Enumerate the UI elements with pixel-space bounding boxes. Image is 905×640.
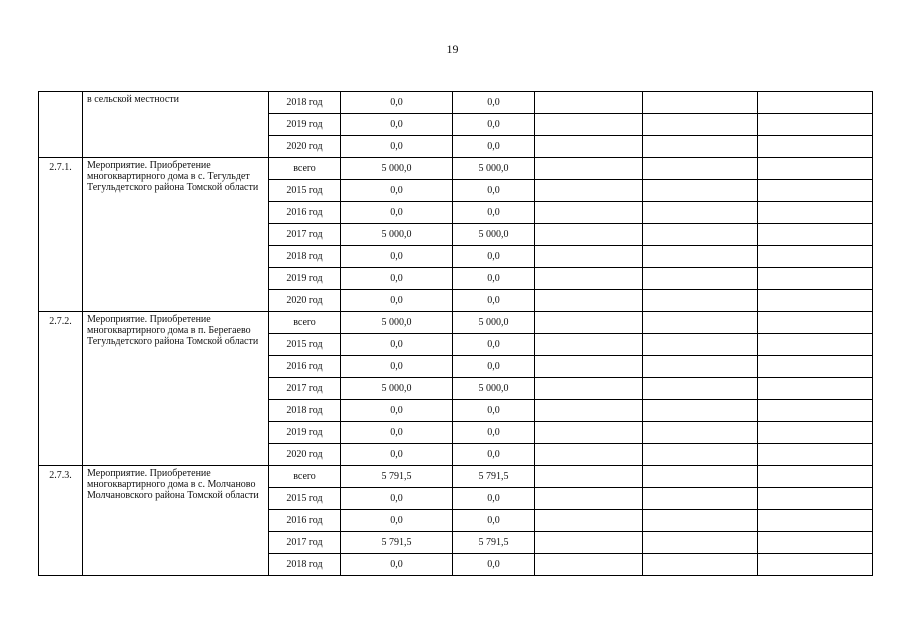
empty-cell bbox=[643, 510, 758, 532]
empty-cell bbox=[535, 312, 643, 334]
empty-cell bbox=[643, 114, 758, 136]
budget-value-cell: 0,0 bbox=[453, 510, 535, 532]
empty-cell bbox=[643, 378, 758, 400]
item-description: Мероприятие. Приобретение многоквартирного дома в с. Молчаново Молчановского района Томской области bbox=[83, 466, 269, 576]
empty-cell bbox=[535, 136, 643, 158]
empty-cell bbox=[758, 180, 873, 202]
empty-cell bbox=[643, 422, 758, 444]
total-value-cell: 5 000,0 bbox=[341, 378, 453, 400]
item-number: 2.7.3. bbox=[39, 466, 83, 576]
total-value-cell: 0,0 bbox=[341, 400, 453, 422]
empty-cell bbox=[643, 202, 758, 224]
total-value-cell: 0,0 bbox=[341, 202, 453, 224]
table-row bbox=[39, 312, 873, 334]
year-cell: 2019 год bbox=[269, 268, 341, 290]
budget-value-cell: 0,0 bbox=[453, 444, 535, 466]
item-description: Мероприятие. Приобретение многоквартирного дома в п. Берегаево Тегульдетского района Томской области bbox=[83, 312, 269, 466]
empty-cell bbox=[535, 290, 643, 312]
budget-value-cell: 0,0 bbox=[453, 290, 535, 312]
empty-cell bbox=[758, 312, 873, 334]
empty-cell bbox=[535, 158, 643, 180]
budget-value-cell: 0,0 bbox=[453, 136, 535, 158]
total-value-cell: 5 000,0 bbox=[341, 224, 453, 246]
empty-cell bbox=[758, 400, 873, 422]
total-value-cell: 0,0 bbox=[341, 554, 453, 576]
empty-cell bbox=[758, 444, 873, 466]
total-value-cell: 0,0 bbox=[341, 114, 453, 136]
empty-cell bbox=[758, 92, 873, 114]
empty-cell bbox=[758, 224, 873, 246]
year-cell: 2019 год bbox=[269, 422, 341, 444]
year-cell: 2018 год bbox=[269, 246, 341, 268]
budget-value-cell: 0,0 bbox=[453, 114, 535, 136]
empty-cell bbox=[535, 488, 643, 510]
empty-cell bbox=[643, 334, 758, 356]
total-value-cell: 5 791,5 bbox=[341, 532, 453, 554]
empty-cell bbox=[643, 180, 758, 202]
year-cell: 2020 год bbox=[269, 444, 341, 466]
budget-value-cell: 0,0 bbox=[453, 422, 535, 444]
budget-value-cell: 0,0 bbox=[453, 334, 535, 356]
empty-cell bbox=[758, 378, 873, 400]
total-value-cell: 0,0 bbox=[341, 356, 453, 378]
empty-cell bbox=[643, 356, 758, 378]
total-value-cell: 5 000,0 bbox=[341, 312, 453, 334]
budget-value-cell: 5 000,0 bbox=[453, 378, 535, 400]
empty-cell bbox=[535, 224, 643, 246]
empty-cell bbox=[535, 444, 643, 466]
empty-cell bbox=[643, 224, 758, 246]
total-value-cell: 0,0 bbox=[341, 92, 453, 114]
budget-value-cell: 0,0 bbox=[453, 356, 535, 378]
year-cell: 2017 год bbox=[269, 532, 341, 554]
empty-cell bbox=[535, 268, 643, 290]
table-row bbox=[39, 92, 873, 114]
year-cell: всего bbox=[269, 158, 341, 180]
year-cell: 2015 год bbox=[269, 180, 341, 202]
empty-cell bbox=[643, 136, 758, 158]
empty-cell bbox=[535, 510, 643, 532]
empty-cell bbox=[643, 312, 758, 334]
empty-cell bbox=[535, 246, 643, 268]
empty-cell bbox=[643, 290, 758, 312]
total-value-cell: 0,0 bbox=[341, 136, 453, 158]
item-number: 2.7.2. bbox=[39, 312, 83, 466]
empty-cell bbox=[535, 180, 643, 202]
item-number: 2.7.1. bbox=[39, 158, 83, 312]
empty-cell bbox=[758, 290, 873, 312]
empty-cell bbox=[535, 400, 643, 422]
empty-cell bbox=[758, 554, 873, 576]
year-cell: всего bbox=[269, 466, 341, 488]
empty-cell bbox=[758, 246, 873, 268]
empty-cell bbox=[643, 158, 758, 180]
empty-cell bbox=[643, 554, 758, 576]
empty-cell bbox=[643, 532, 758, 554]
total-value-cell: 5 000,0 bbox=[341, 158, 453, 180]
empty-cell bbox=[535, 554, 643, 576]
budget-value-cell: 0,0 bbox=[453, 400, 535, 422]
budget-value-cell: 0,0 bbox=[453, 488, 535, 510]
budget-value-cell: 5 791,5 bbox=[453, 466, 535, 488]
empty-cell bbox=[535, 466, 643, 488]
budget-value-cell: 5 000,0 bbox=[453, 312, 535, 334]
empty-cell bbox=[535, 422, 643, 444]
empty-cell bbox=[535, 378, 643, 400]
year-cell: 2018 год bbox=[269, 92, 341, 114]
empty-cell bbox=[643, 400, 758, 422]
total-value-cell: 0,0 bbox=[341, 290, 453, 312]
empty-cell bbox=[758, 114, 873, 136]
total-value-cell: 0,0 bbox=[341, 334, 453, 356]
year-cell: 2018 год bbox=[269, 554, 341, 576]
budget-value-cell: 0,0 bbox=[453, 180, 535, 202]
total-value-cell: 0,0 bbox=[341, 268, 453, 290]
empty-cell bbox=[758, 268, 873, 290]
total-value-cell: 0,0 bbox=[341, 180, 453, 202]
total-value-cell: 0,0 bbox=[341, 488, 453, 510]
budget-value-cell: 5 000,0 bbox=[453, 158, 535, 180]
budget-value-cell: 0,0 bbox=[453, 92, 535, 114]
year-cell: 2015 год bbox=[269, 334, 341, 356]
empty-cell bbox=[758, 136, 873, 158]
budget-value-cell: 0,0 bbox=[453, 202, 535, 224]
year-cell: 2019 год bbox=[269, 114, 341, 136]
year-cell: 2016 год bbox=[269, 356, 341, 378]
empty-cell bbox=[758, 356, 873, 378]
year-cell: 2016 год bbox=[269, 202, 341, 224]
page-number: 19 bbox=[446, 42, 459, 56]
year-cell: всего bbox=[269, 312, 341, 334]
year-cell: 2020 год bbox=[269, 136, 341, 158]
budget-value-cell: 5 791,5 bbox=[453, 532, 535, 554]
empty-cell bbox=[758, 334, 873, 356]
empty-cell bbox=[758, 202, 873, 224]
year-cell: 2015 год bbox=[269, 488, 341, 510]
empty-cell bbox=[758, 510, 873, 532]
empty-cell bbox=[643, 466, 758, 488]
empty-cell bbox=[535, 202, 643, 224]
total-value-cell: 0,0 bbox=[341, 444, 453, 466]
empty-cell bbox=[643, 92, 758, 114]
year-cell: 2017 год bbox=[269, 378, 341, 400]
budget-value-cell: 5 000,0 bbox=[453, 224, 535, 246]
year-cell: 2020 год bbox=[269, 290, 341, 312]
empty-cell bbox=[758, 422, 873, 444]
empty-cell bbox=[535, 532, 643, 554]
table-row bbox=[39, 158, 873, 180]
item-description: в сельской местности bbox=[83, 92, 269, 158]
empty-cell bbox=[758, 158, 873, 180]
empty-cell bbox=[643, 246, 758, 268]
empty-cell bbox=[758, 466, 873, 488]
total-value-cell: 0,0 bbox=[341, 246, 453, 268]
table-row bbox=[39, 466, 873, 488]
budget-value-cell: 0,0 bbox=[453, 268, 535, 290]
empty-cell bbox=[643, 444, 758, 466]
empty-cell bbox=[758, 532, 873, 554]
empty-cell bbox=[643, 268, 758, 290]
empty-cell bbox=[535, 334, 643, 356]
total-value-cell: 5 791,5 bbox=[341, 466, 453, 488]
total-value-cell: 0,0 bbox=[341, 422, 453, 444]
year-cell: 2017 год bbox=[269, 224, 341, 246]
total-value-cell: 0,0 bbox=[341, 510, 453, 532]
year-cell: 2016 год bbox=[269, 510, 341, 532]
empty-cell bbox=[535, 356, 643, 378]
empty-cell bbox=[535, 92, 643, 114]
item-number bbox=[39, 92, 83, 158]
year-cell: 2018 год bbox=[269, 400, 341, 422]
budget-value-cell: 0,0 bbox=[453, 246, 535, 268]
empty-cell bbox=[535, 114, 643, 136]
item-description: Мероприятие. Приобретение многоквартирного дома в с. Тегульдет Тегульдетского района Томской области bbox=[83, 158, 269, 312]
budget-value-cell: 0,0 bbox=[453, 554, 535, 576]
empty-cell bbox=[643, 488, 758, 510]
empty-cell bbox=[758, 488, 873, 510]
budget-table bbox=[38, 91, 873, 576]
